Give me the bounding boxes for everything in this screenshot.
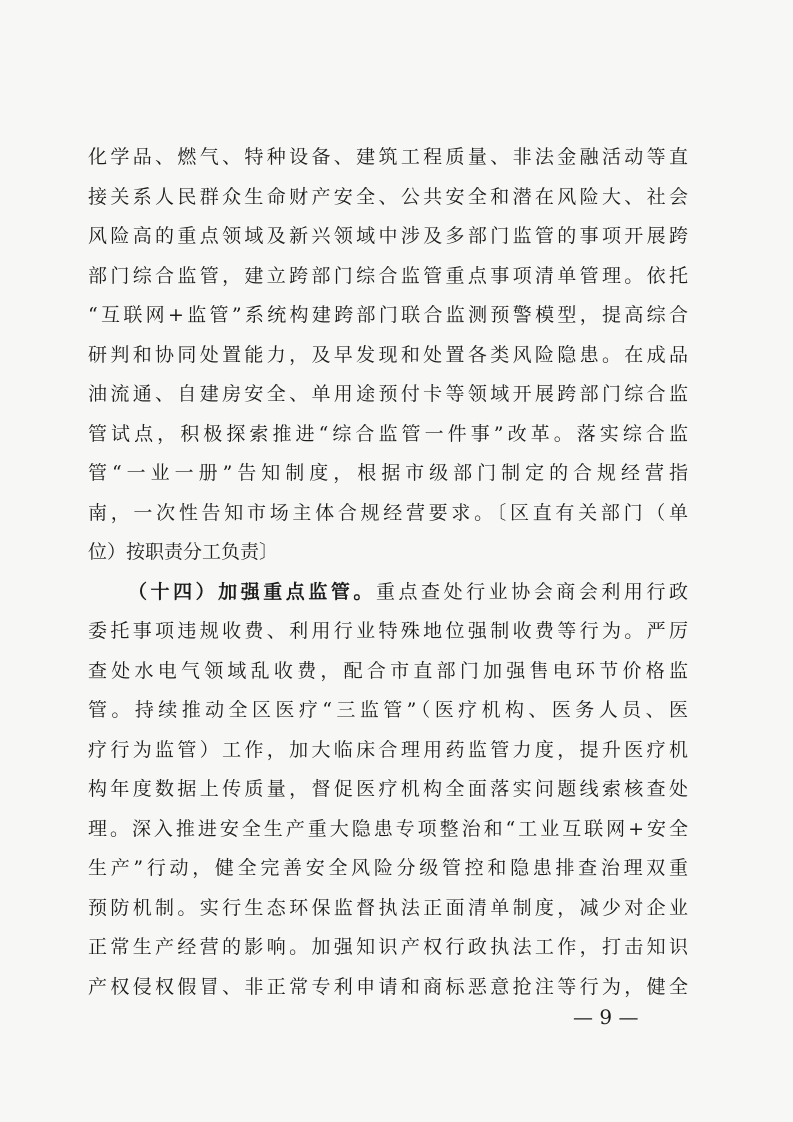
page-number: — 9 — <box>573 1005 639 1029</box>
text-line: 部门综合监管，建立跨部门综合监管重点事项清单管理。依托 <box>88 264 688 287</box>
text-line: 风险高的重点领域及新兴领域中涉及多部门监管的事项开展跨 <box>88 225 688 247</box>
text-line: 产权侵权假冒、非正常专利申请和商标恶意抢注等行为，健全 <box>88 975 688 998</box>
text-line: 正常生产经营的影响。加强知识产权行政执法工作，打击知识 <box>88 936 688 958</box>
text-line: 构年度数据上传质量，督促医疗机构全面落实问题线索核查处 <box>88 778 688 800</box>
text-line: “互联网+监管”系统构建跨部门联合监测预警模型，提高综合 <box>88 304 688 326</box>
text-line: 研判和协同处置能力，及早发现和处置各类风险隐患。在成品 <box>88 343 688 366</box>
text-line: 油流通、自建房安全、单用途预付卡等领域开展跨部门综合监 <box>88 383 688 405</box>
section-heading: （十四）加强重点监管。 <box>128 580 376 603</box>
text-line: 疗行为监管）工作，加大临床合理用药监管力度，提升医疗机 <box>88 738 688 761</box>
section-first-line-text: 重点查处行业协会商会利用行政 <box>375 580 688 603</box>
text-line: 接关系人民群众生命财产安全、公共安全和潜在风险大、社会 <box>88 185 688 208</box>
text-line: 生产”行动，健全完善安全风险分级管控和隐患排查治理双重 <box>88 857 688 879</box>
section-first-line <box>88 573 688 613</box>
text-line: 预防机制。实行生态环保监督执法正面清单制度，减少对企业 <box>88 896 688 919</box>
text-line: 化学品、燃气、特种设备、建筑工程质量、非法金融活动等直 <box>88 146 688 168</box>
text-line: 管。持续推动全区医疗“三监管”（医疗机构、医务人员、医 <box>88 699 688 721</box>
text-line: 管试点，积极探索推进“综合监管一件事”改革。落实综合监 <box>88 422 688 445</box>
text-line: 委托事项违规收费、利用行业特殊地位强制收费等行为。严厉 <box>88 620 688 642</box>
text-line: 查处水电气领域乱收费，配合市直部门加强售电环节价格监 <box>88 659 688 682</box>
text-line: 位）按职责分工负责〕 <box>88 541 279 563</box>
text-line: 南，一次性告知市场主体合规经营要求。〔区直有关部门（单 <box>88 501 688 524</box>
text-line: 管“一业一册”告知制度，根据市级部门制定的合规经营指 <box>88 462 688 484</box>
text-line: 理。深入推进安全生产重大隐患专项整治和“工业互联网+安全 <box>88 817 688 840</box>
body-text <box>88 138 688 1007</box>
